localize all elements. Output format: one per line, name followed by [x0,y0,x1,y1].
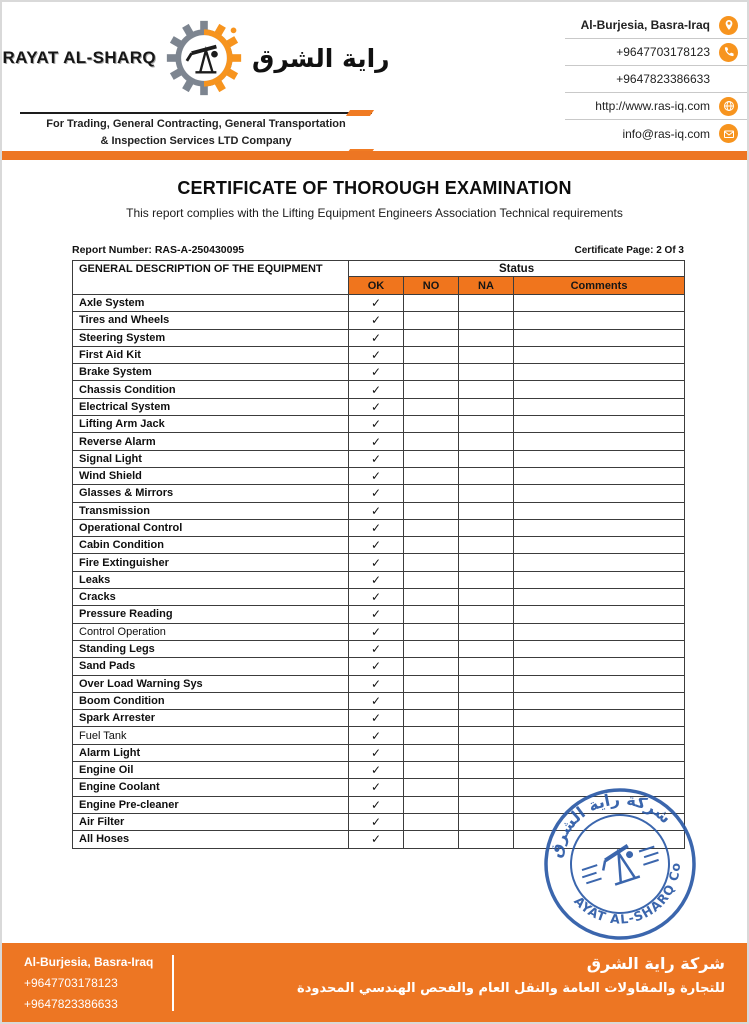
na-check-cell [459,346,514,363]
ok-check-cell: ✓ [349,398,404,415]
equipment-row [73,416,685,433]
ok-check-cell: ✓ [349,416,404,433]
ok-check-cell: ✓ [349,433,404,450]
contact-phone2-text: +9647823386633 [616,72,710,86]
no-check-cell [404,606,459,623]
equipment-row [73,312,685,329]
comments-cell [514,606,685,623]
no-check-cell [404,329,459,346]
ok-check-cell: ✓ [349,640,404,657]
ok-check-cell: ✓ [349,571,404,588]
company-brand-block [2,10,390,153]
equipment-item-label: Steering System [73,329,349,346]
ok-check-cell: ✓ [349,762,404,779]
tagline-top-divider [20,112,372,114]
report-number-label: Report Number: [72,244,152,256]
no-check-cell [404,398,459,415]
company-name-english: RAYAT AL-SHARQ [2,48,157,67]
no-check-cell [404,710,459,727]
equipment-item-label: Leaks [73,571,349,588]
contact-row-website [565,93,747,120]
no-check-cell [404,675,459,692]
footer-phone-2: +9647823386633 [24,997,118,1011]
equipment-item-label: Wind Shield [73,467,349,484]
ok-check-cell: ✓ [349,554,404,571]
equipment-row [73,433,685,450]
no-check-cell [404,450,459,467]
na-check-cell [459,381,514,398]
comments-cell [514,433,685,450]
equipment-row [73,727,685,744]
equipment-item-label: Control Operation [73,623,349,640]
equipment-item-label: Operational Control [73,519,349,536]
no-check-cell [404,744,459,761]
equipment-item-label: Chassis Condition [73,381,349,398]
ok-check-cell: ✓ [349,589,404,606]
no-check-cell [404,485,459,502]
equipment-row [73,381,685,398]
comments-cell [514,744,685,761]
equipment-item-label: Cabin Condition [73,537,349,554]
comments-cell [514,519,685,536]
equipment-row [73,658,685,675]
comments-cell [514,692,685,709]
equipment-rows [73,295,685,849]
ok-check-cell: ✓ [349,364,404,381]
no-check-cell [404,623,459,640]
na-check-cell [459,606,514,623]
equipment-item-label: Cracks [73,589,349,606]
comments-cell [514,589,685,606]
no-check-cell [404,813,459,830]
equipment-item-label: Axle System [73,295,349,312]
no-check-cell [404,640,459,657]
equipment-item-label: Fuel Tank [73,727,349,744]
na-check-cell [459,312,514,329]
comments-cell [514,295,685,312]
equipment-item-label: Alarm Light [73,744,349,761]
ok-check-cell: ✓ [349,796,404,813]
oil-drop-icon [231,28,237,34]
no-check-cell [404,796,459,813]
equipment-row [73,692,685,709]
no-check-cell [404,381,459,398]
document-title: CERTIFICATE OF THOROUGH EXAMINATION [177,178,572,198]
na-check-cell [459,485,514,502]
ok-check-cell: ✓ [349,744,404,761]
no-check-cell [404,346,459,363]
equipment-row [73,398,685,415]
equipment-row [73,640,685,657]
ok-check-cell: ✓ [349,813,404,830]
na-check-cell [459,710,514,727]
equipment-item-label: All Hoses [73,831,349,848]
comments-cell [514,329,685,346]
tagline-box [20,112,372,153]
equipment-row [73,295,685,312]
equipment-item-label: Lifting Arm Jack [73,416,349,433]
ok-check-cell: ✓ [349,692,404,709]
contact-email-text: info@ras-iq.com [622,126,710,141]
comments-cell [514,554,685,571]
equipment-item-label: Transmission [73,502,349,519]
ok-check-cell: ✓ [349,519,404,536]
na-check-cell [459,537,514,554]
equipment-row [73,346,685,363]
no-check-cell [404,658,459,675]
header-orange-bar [2,151,747,160]
document-subtitle: This report complies with the Lifting Equipment Engineers Association Technical requirements [126,206,623,220]
equipment-row [73,329,685,346]
comments-cell [514,537,685,554]
certificate-page-indicator: Certificate Page: 2 Of 3 [574,245,684,256]
na-check-cell [459,744,514,761]
column-header-na: NA [459,277,514,295]
contact-list [565,12,747,147]
equipment-row [73,606,685,623]
ok-check-cell: ✓ [349,831,404,848]
equipment-item-label: Fire Extinguisher [73,554,349,571]
stamp-text-arabic: شركة راية الشرق [545,789,676,860]
no-check-cell [404,589,459,606]
na-check-cell [459,796,514,813]
equipment-item-label: Engine Oil [73,762,349,779]
equipment-row [73,450,685,467]
footer-bar [2,943,747,1022]
equipment-item-label: Glasses & Mirrors [73,485,349,502]
na-check-cell [459,554,514,571]
phone-icon [719,43,738,62]
na-check-cell [459,640,514,657]
footer-contact-block [24,952,153,1015]
na-check-cell [459,416,514,433]
contact-row-phone-1 [565,39,747,66]
na-check-cell [459,502,514,519]
comments-cell [514,398,685,415]
equipment-item-label: Engine Coolant [73,779,349,796]
na-check-cell [459,831,514,848]
equipment-row [73,762,685,779]
report-number [72,244,244,256]
na-check-cell [459,762,514,779]
equipment-item-label: Air Filter [73,813,349,830]
na-check-cell [459,623,514,640]
stamp-text-english: RAYAT AL-SHARQ Co. [571,850,684,927]
equipment-row [73,554,685,571]
equipment-row [73,675,685,692]
tagline-line-2: & Inspection Services LTD Company [100,135,292,147]
equipment-item-label: Standing Legs [73,640,349,657]
equipment-item-label: Reverse Alarm [73,433,349,450]
contact-row-phone-2 [565,66,747,93]
na-check-cell [459,727,514,744]
no-check-cell [404,502,459,519]
comments-cell [514,485,685,502]
comments-cell [514,727,685,744]
company-name-arabic: راية الشرق [252,43,390,73]
contact-row-address [565,12,747,39]
no-check-cell [404,519,459,536]
na-check-cell [459,692,514,709]
equipment-item-label: First Aid Kit [73,346,349,363]
report-number-value: RAS-A-250430095 [154,244,245,256]
no-check-cell [404,537,459,554]
na-check-cell [459,450,514,467]
comments-cell [514,364,685,381]
no-check-cell [404,779,459,796]
equipment-item-label: Engine Pre-cleaner [73,796,349,813]
column-header-no: NO [404,277,459,295]
column-header-ok: OK [349,277,404,295]
na-check-cell [459,571,514,588]
ok-check-cell: ✓ [349,537,404,554]
na-check-cell [459,589,514,606]
na-check-cell [459,779,514,796]
no-check-cell [404,467,459,484]
ok-check-cell: ✓ [349,675,404,692]
no-check-cell [404,692,459,709]
no-check-cell [404,831,459,848]
na-check-cell [459,364,514,381]
equipment-row [73,710,685,727]
comments-cell [514,312,685,329]
tagline-line-1: For Trading, General Contracting, General Transportation [46,118,346,130]
equipment-item-label: Tires and Wheels [73,312,349,329]
ok-check-cell: ✓ [349,312,404,329]
equipment-item-label: Pressure Reading [73,606,349,623]
na-check-cell [459,658,514,675]
no-check-cell [404,295,459,312]
company-stamp [538,782,702,946]
equipment-row [73,537,685,554]
equipment-row [73,744,685,761]
comments-cell [514,381,685,398]
brand-row [2,10,390,106]
ok-check-cell: ✓ [349,623,404,640]
equipment-item-label: Boom Condition [73,692,349,709]
equipment-item-label: Electrical System [73,398,349,415]
comments-cell [514,762,685,779]
ok-check-cell: ✓ [349,710,404,727]
equipment-row [73,485,685,502]
column-header-comments: Comments [514,277,685,295]
email-icon [719,124,738,143]
na-check-cell [459,398,514,415]
status-group-header: Status [349,261,685,277]
na-check-cell [459,329,514,346]
ok-check-cell: ✓ [349,450,404,467]
na-check-cell [459,433,514,450]
equipment-row [73,571,685,588]
contact-website-text: http://www.ras-iq.com [595,99,710,113]
company-logo-gear-pumpjack-icon [164,18,244,98]
equipment-checklist-table [72,260,685,849]
equipment-row [73,623,685,640]
contact-phone1-text: +9647703178123 [616,45,710,59]
na-check-cell [459,467,514,484]
comments-cell [514,640,685,657]
footer-phone-1: +9647703178123 [24,976,118,990]
comments-cell [514,346,685,363]
no-check-cell [404,554,459,571]
comments-cell [514,710,685,727]
table-header-row-1 [73,261,685,277]
ok-check-cell: ✓ [349,329,404,346]
comments-cell [514,623,685,640]
no-check-cell [404,312,459,329]
footer-company-name-arabic: شركة راية الشرق [586,954,725,973]
ok-check-cell: ✓ [349,779,404,796]
ok-check-cell: ✓ [349,727,404,744]
equipment-row [73,502,685,519]
no-check-cell [404,416,459,433]
ok-check-cell: ✓ [349,502,404,519]
comments-cell [514,675,685,692]
comments-cell [514,502,685,519]
ok-check-cell: ✓ [349,381,404,398]
comments-cell [514,450,685,467]
equipment-item-label: Over Load Warning Sys [73,675,349,692]
equipment-row [73,467,685,484]
report-meta-row [72,244,684,256]
na-check-cell [459,813,514,830]
stamp-pumpjack-icon [577,837,663,893]
no-check-cell [404,571,459,588]
location-pin-icon [719,16,738,35]
orange-accent [346,110,374,116]
equipment-item-label: Sand Pads [73,658,349,675]
equipment-row [73,364,685,381]
no-check-cell [404,727,459,744]
na-check-cell [459,675,514,692]
footer-vertical-divider [172,955,174,1011]
comments-cell [514,658,685,675]
icon-placeholder [719,70,738,89]
comments-cell [514,571,685,588]
no-check-cell [404,364,459,381]
contact-row-email [565,120,747,147]
contact-address-text: Al-Burjesia, Basra-Iraq [580,18,710,32]
description-column-header: GENERAL DESCRIPTION OF THE EQUIPMENT [73,261,349,295]
na-check-cell [459,519,514,536]
comments-cell [514,467,685,484]
equipment-row [73,589,685,606]
ok-check-cell: ✓ [349,467,404,484]
comments-cell [514,416,685,433]
ok-check-cell: ✓ [349,606,404,623]
no-check-cell [404,762,459,779]
globe-icon [719,97,738,116]
equipment-item-label: Signal Light [73,450,349,467]
footer-arabic-block [297,951,725,1001]
equipment-item-label: Brake System [73,364,349,381]
ok-check-cell: ✓ [349,658,404,675]
ok-check-cell: ✓ [349,485,404,502]
footer-company-description-arabic: للتجارة والمقاولات العامة والنقل العام والفحص الهندسي المحدودة [297,981,725,996]
no-check-cell [404,433,459,450]
footer-address: Al-Burjesia, Basra-Iraq [24,955,154,969]
na-check-cell [459,295,514,312]
equipment-item-label: Spark Arrester [73,710,349,727]
ok-check-cell: ✓ [349,295,404,312]
equipment-row [73,519,685,536]
ok-check-cell: ✓ [349,346,404,363]
